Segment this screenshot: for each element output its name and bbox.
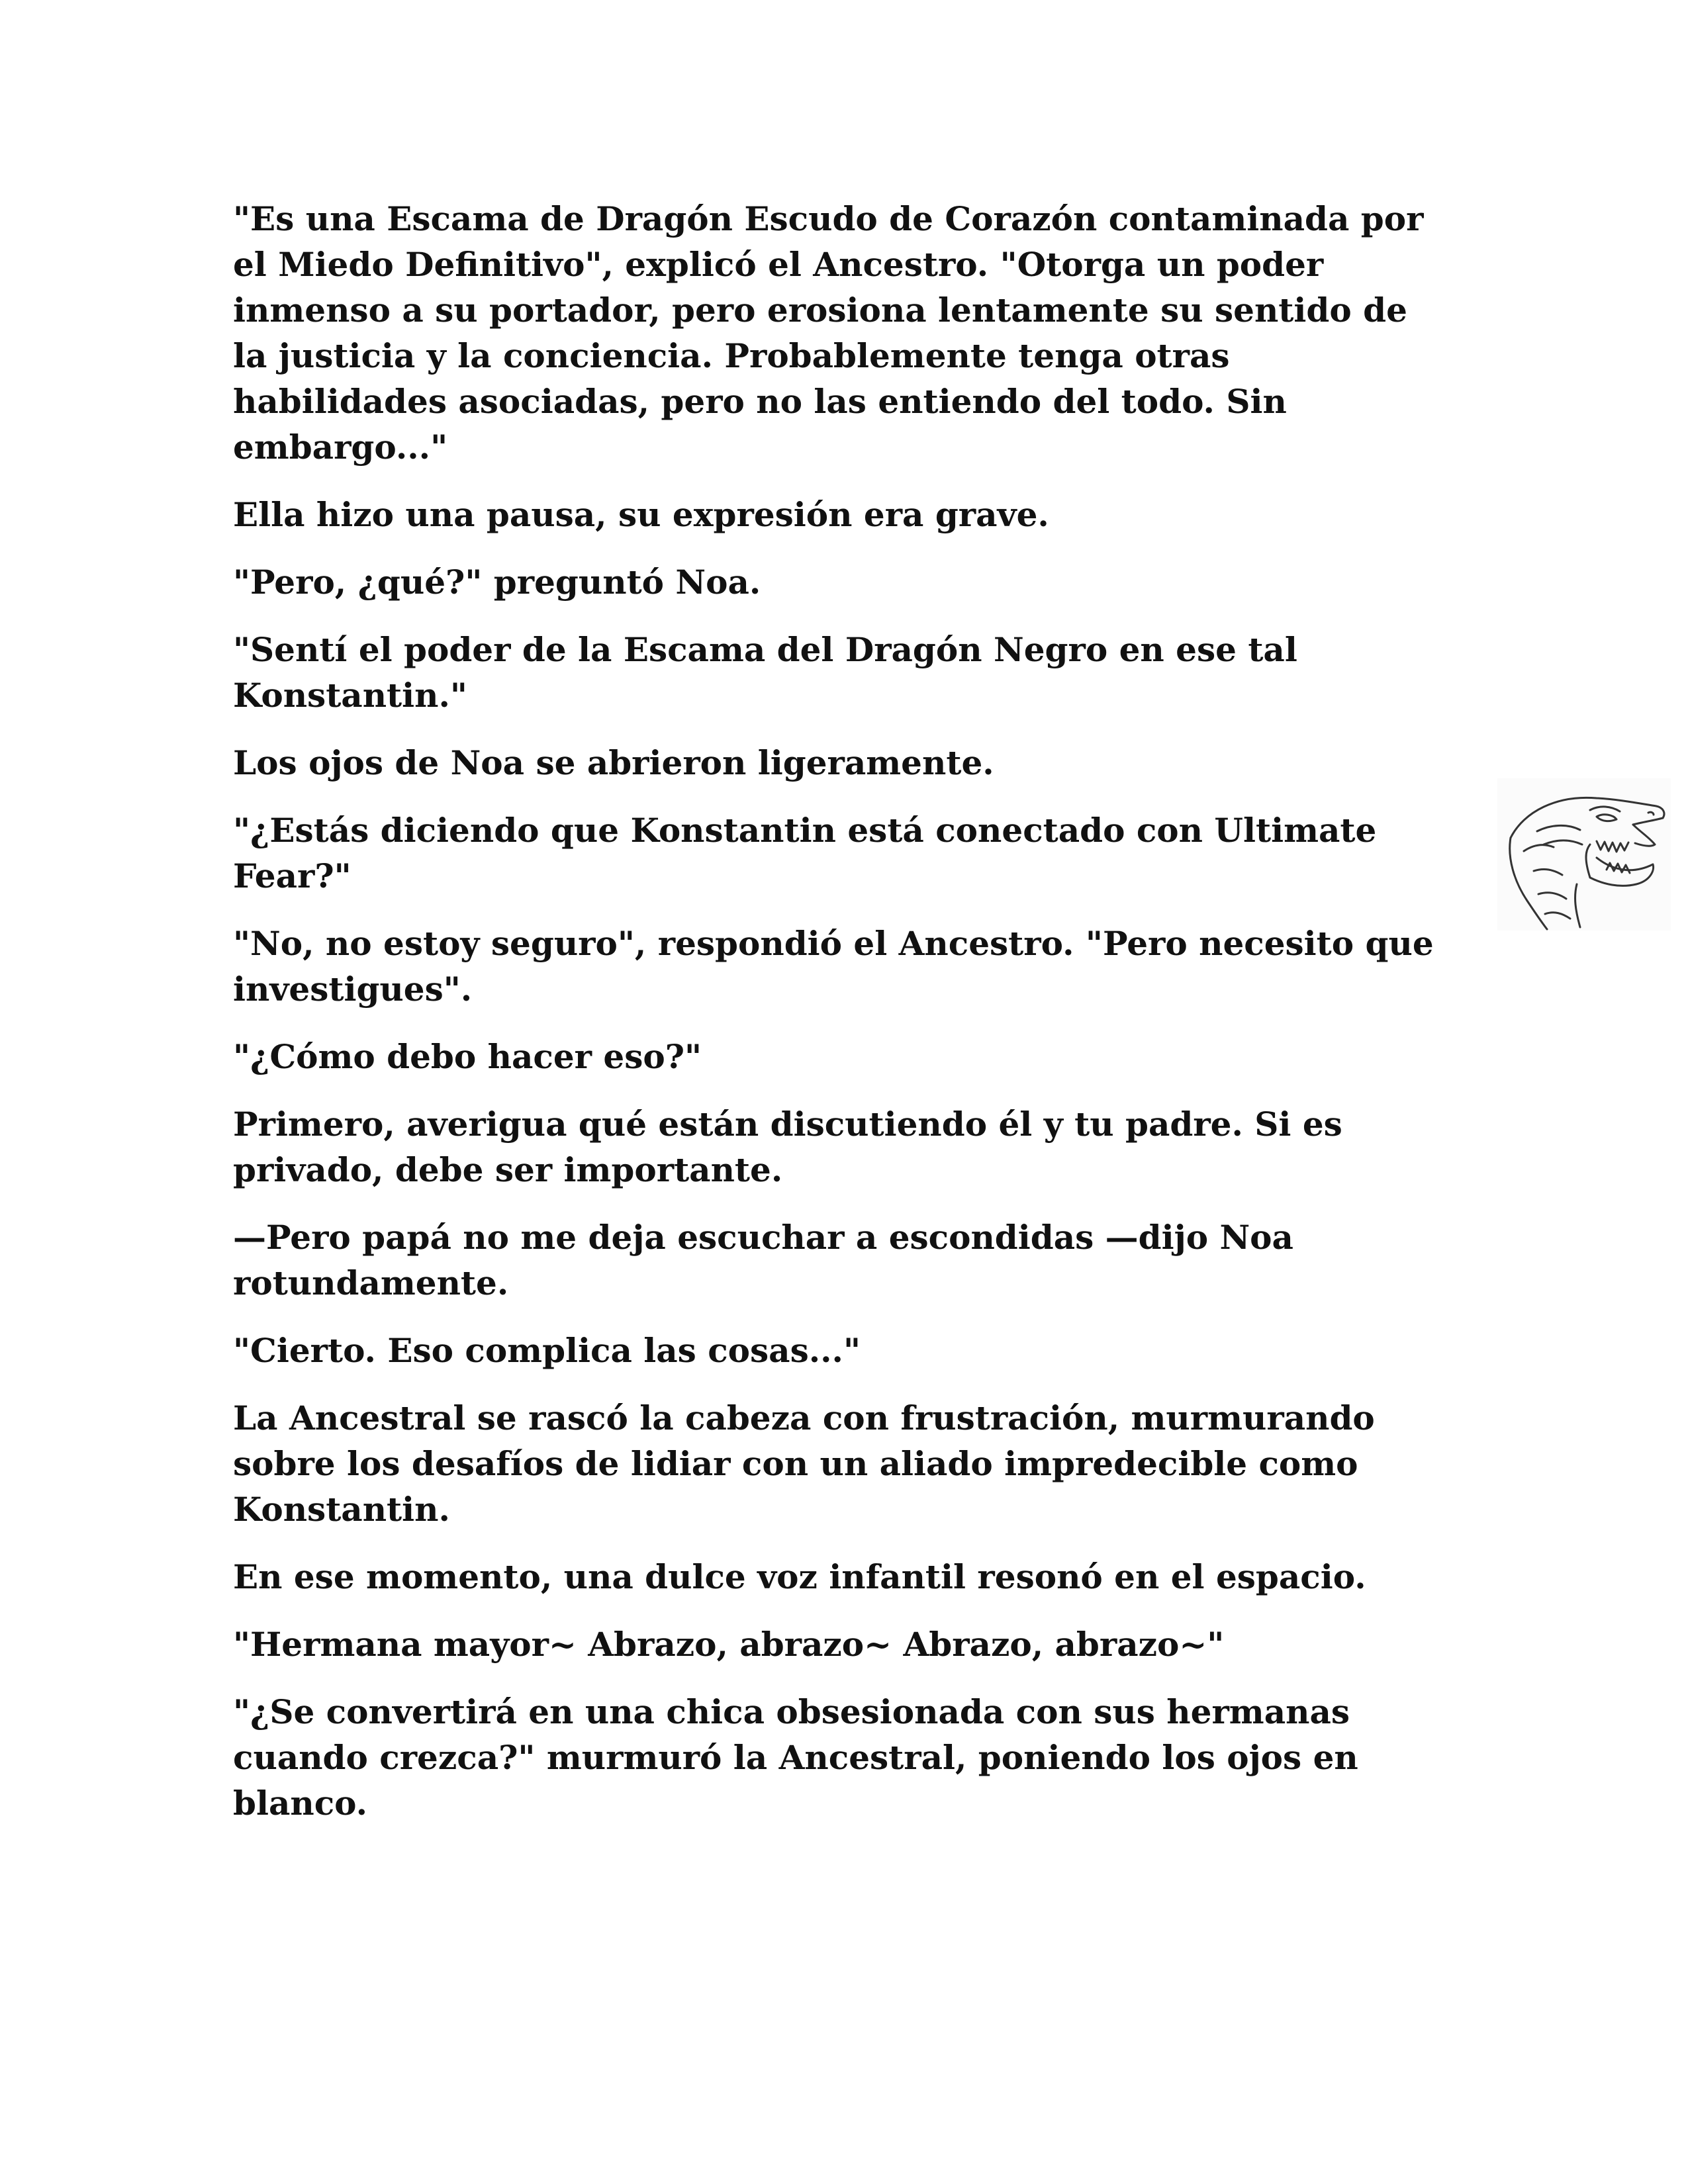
paragraph: "Sentí el poder de la Escama del Dragón Negro en ese tal Konstantin." bbox=[233, 630, 1297, 715]
paragraph: "Cierto. Eso complica las cosas..." bbox=[233, 1331, 861, 1370]
paragraph: "Hermana mayor~ Abrazo, abrazo~ Abrazo, abrazo~" bbox=[233, 1625, 1225, 1664]
paragraph: "¿Cómo debo hacer eso?" bbox=[233, 1037, 702, 1076]
paragraph: Ella hizo una pausa, su expresión era grave. bbox=[233, 495, 1049, 534]
paragraph: "Pero, ¿qué?" preguntó Noa. bbox=[233, 563, 761, 602]
paragraph: Los ojos de Noa se abrieron ligeramente. bbox=[233, 743, 994, 782]
paragraph: "Es una Escama de Dragón Escudo de Corazón contaminada por el Miedo Definitivo", explicó el Ancestro. "Otorga un poder inmenso a su portador, pero erosiona lentamente su sentido de la justicia y la conciencia. Probablemente tenga otras habilidades asociadas, pero no las entiendo del todo. Sin embargo..." bbox=[233, 199, 1424, 467]
story-text bbox=[233, 196, 1444, 1848]
paragraph: —Pero papá no me deja escuchar a escondidas —dijo Noa rotundamente. bbox=[233, 1218, 1293, 1302]
paragraph: En ese momento, una dulce voz infantil resonó en el espacio. bbox=[233, 1557, 1366, 1596]
paragraph: "¿Estás diciendo que Konstantin está conectado con Ultimate Fear?" bbox=[233, 811, 1377, 895]
paragraph: La Ancestral se rascó la cabeza con frustración, murmurando sobre los desafíos de lidiar con un aliado impredecible como Konstantin. bbox=[233, 1398, 1375, 1529]
paragraph: "¿Se convertirá en una chica obsesionada con sus hermanas cuando crezca?" murmuró la Ancestral, poniendo los ojos en blanco. bbox=[233, 1692, 1358, 1823]
dragon-head-sketch-icon bbox=[1497, 778, 1671, 931]
paragraph: Primero, averigua qué están discutiendo él y tu padre. Si es privado, debe ser importante. bbox=[233, 1105, 1342, 1189]
paragraph: "No, no estoy seguro", respondió el Ancestro. "Pero necesito que investigues". bbox=[233, 924, 1434, 1009]
